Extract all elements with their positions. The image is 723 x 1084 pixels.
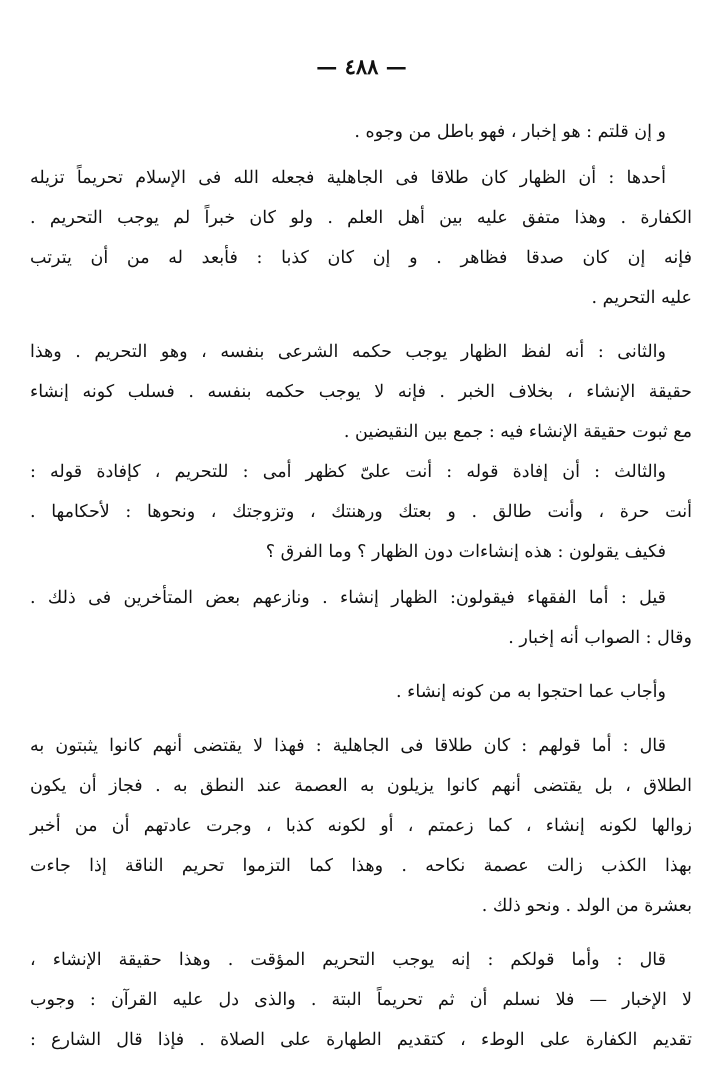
- text-line: الطلاق ، بل يقتضى أنهم كانوا يزيلون به العصمة عند النطق به . فجاز أن يكون: [30, 776, 692, 796]
- text-line: لا الإخبار — فلا نسلم أن ثم تحريماً البتة . والذى دل عليه القرآن : وجوب: [30, 990, 692, 1010]
- text-line: والثالث : أن إفادة قوله : أنت علىّ كظهر أمى : للتحريم ، كإفادة قوله :: [30, 462, 666, 482]
- paragraph-first-rebuttal: [30, 726, 692, 926]
- text-line: وقال : الصواب أنه إخبار .: [508, 628, 692, 648]
- text-line: و إن قلتم : هو إخبار ، فهو باطل من وجوه .: [354, 122, 666, 142]
- text-line: قيل : أما الفقهاء فيقولون: الظهار إنشاء . ونازعهم بعض المتأخرين فى ذلك .: [30, 588, 666, 608]
- paragraph-third-argument: [30, 452, 692, 572]
- text-line: فإنه إن كان صدقا فظاهر . و إن كان كذبا : فأبعد له من أن يترتب: [30, 248, 692, 268]
- text-line: قال : أما قولهم : كان طلاقا فى الجاهلية : فهذا لا يقتضى أنهم كانوا يثبتون به: [30, 736, 666, 756]
- text-line: قال : وأما قولكم : إنه يوجب التحريم المؤقت . وهذا حقيقة الإنشاء ،: [30, 950, 666, 970]
- text-line: أنت حرة ، وأنت طالق . و بعتك ورهنتك ، وتزوجتك ، ونحوها : لأحكامها .: [30, 502, 692, 522]
- text-line: أحدها : أن الظهار كان طلاقا فى الجاهلية فجعله الله فى الإسلام تحريماً تزيله: [30, 168, 666, 188]
- text-line: والثانى : أنه لفظ الظهار يوجب حكمه الشرعى بنفسه ، وهو التحريم . وهذا: [30, 342, 666, 362]
- page-number: — ٤٨٨ —: [316, 54, 407, 79]
- text-line: بهذا الكذب زالت عصمة نكاحه . وهذا كما التزموا تحريم الناقة إذا جاءت: [30, 856, 692, 876]
- text-line: عليه التحريم .: [591, 288, 692, 308]
- paragraph-second-rebuttal: [30, 940, 692, 1060]
- text-line: بعشرة من الولد . ونحو ذلك .: [481, 896, 692, 916]
- text-line: مع ثبوت حقيقة الإنشاء فيه : جمع بين النقيضين .: [343, 422, 692, 442]
- text-line: وأجاب عما احتجوا به من كونه إنشاء .: [396, 682, 666, 702]
- paragraph-reply: [30, 578, 692, 658]
- text-line: زوالها لكونه إنشاء ، كما زعمتم ، أو لكونه كذبا ، وجرت عادتهم أن من أخبر: [30, 816, 692, 836]
- paragraph-answer-intro: [30, 672, 692, 712]
- text-line: فكيف يقولون : هذه إنشاءات دون الظهار ؟ وما الفرق ؟: [265, 542, 666, 562]
- text-line: الكفارة . وهذا متفق عليه بين أهل العلم . ولو كان خبراً لم يوجب التحريم .: [30, 208, 692, 228]
- page-body-text: [30, 112, 692, 1060]
- paragraph-second-argument: [30, 332, 692, 452]
- paragraph-intro: [30, 112, 692, 152]
- text-line: حقيقة الإنشاء ، بخلاف الخبر . فإنه لا يوجب حكمه بنفسه . فسلب كونه إنشاء: [30, 382, 692, 402]
- paragraph-first-argument: [30, 158, 692, 318]
- text-line: تقديم الكفارة على الوطء ، كتقديم الطهارة على الصلاة . فإذا قال الشارع :: [30, 1030, 692, 1050]
